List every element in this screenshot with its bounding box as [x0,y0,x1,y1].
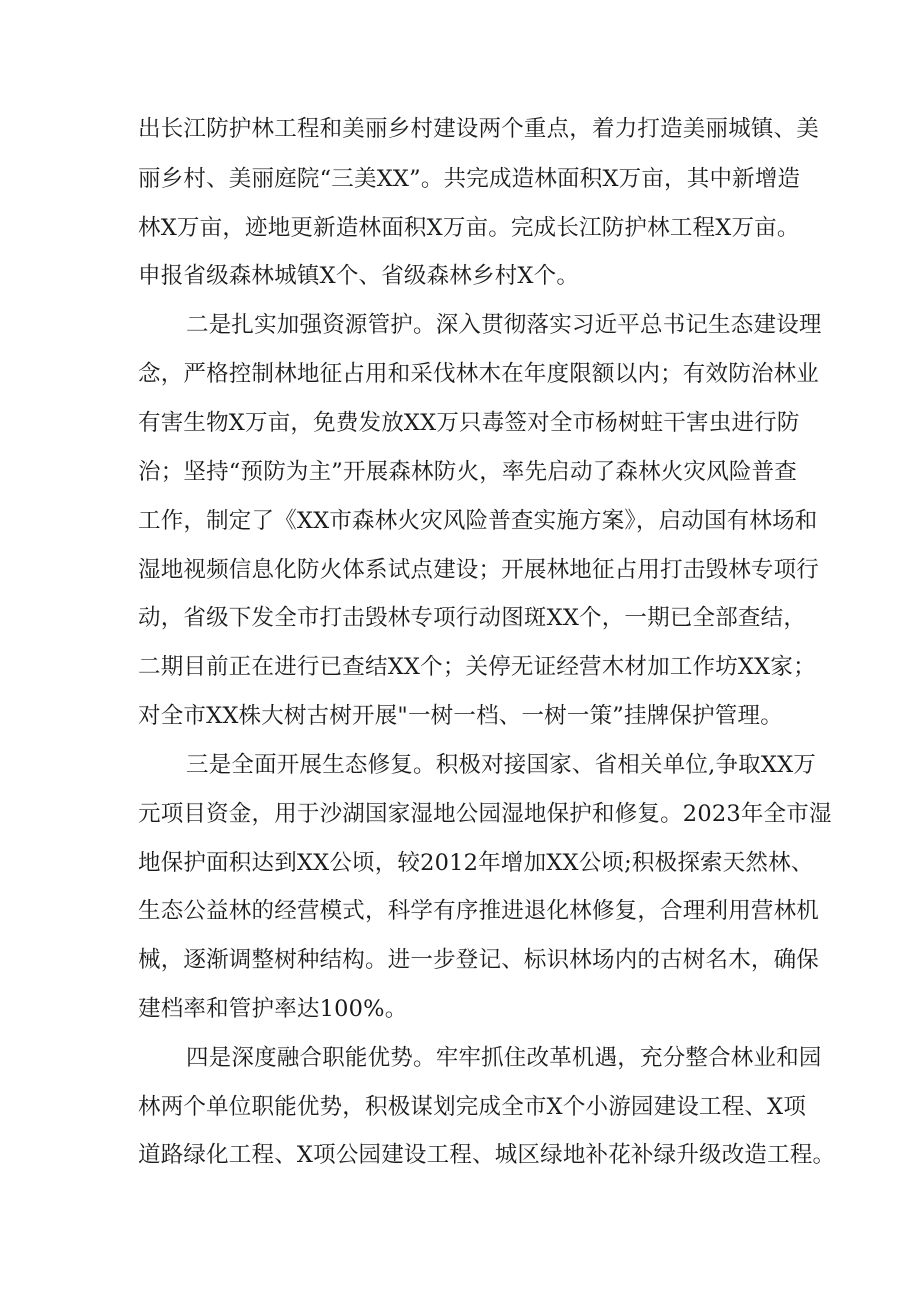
text-line: 念，严格控制林地征占用和采伐林木在年度限额以内；有效防治林业 [138,361,820,387]
text-line: 申报省级森林城镇X个、省级森林乡村X个。 [138,263,580,289]
text-line: 生态公益林的经营模式，科学有序推进退化林修复，合理利用营林机 [138,898,820,924]
text-line: 林X万亩，迹地更新造林面积X万亩。完成长江防护林工程X万亩。 [138,215,800,241]
text-line: 建档率和管护率达100%。 [138,996,408,1022]
text-line: 二期目前正在进行已查结XX个；关停无证经营木材加工作坊XX家； [138,654,816,680]
text-line: 湿地视频信息化防火体系试点建设；开展林地征占用打击毁林专项行 [138,557,820,583]
text-line: 出长江防护林工程和美丽乡村建设两个重点，着力打造美丽城镇、美 [138,116,820,142]
text-line: 地保护面积达到XX公顷，较2012年增加XX公顷;积极探索天然林、 [138,850,814,876]
text-line: 丽乡村、美丽庭院“三美XX”。共完成造林面积X万亩，其中新增造 [138,166,801,192]
text-line: 元项目资金，用于沙湖国家湿地公园湿地保护和修复。2023年全市湿 [138,801,832,827]
text-line: 三是全面开展生态修复。积极对接国家、省相关单位,争取XX万 [186,752,816,778]
text-line: 械，逐渐调整树种结构。进一步登记、标识林场内的古树名木，确保 [138,947,820,973]
text-line: 动，省级下发全市打击毁林专项行动图斑XX个，一期已全部查结， [138,605,807,631]
text-line: 工作，制定了《XX市森林火灾风险普查实施方案》，启动国有林场和 [138,508,818,534]
text-line: 治；坚持“预防为主”开展森林防火，率先启动了森林火灾风险普查 [138,459,798,485]
text-line: 二是扎实加强资源管护。深入贯彻落实习近平总书记生态建设理 [186,312,822,338]
text-line: 对全市XX株大树古树开展"一树一档、一树一策”挂牌保护管理。 [138,703,783,729]
text-line: 林两个单位职能优势，积极谋划完成全市X个小游园建设工程、X项 [138,1094,807,1120]
text-line: 四是深度融合职能优势。牢牢抓住改革机遇，充分整合林业和园 [186,1045,822,1071]
text-line: 有害生物X万亩，免费发放XX万只毒签对全市杨树蛀干害虫进行防 [138,410,800,436]
text-line: 道路绿化工程、X项公园建设工程、城区绿地补花补绿升级改造工程。 [138,1142,836,1168]
